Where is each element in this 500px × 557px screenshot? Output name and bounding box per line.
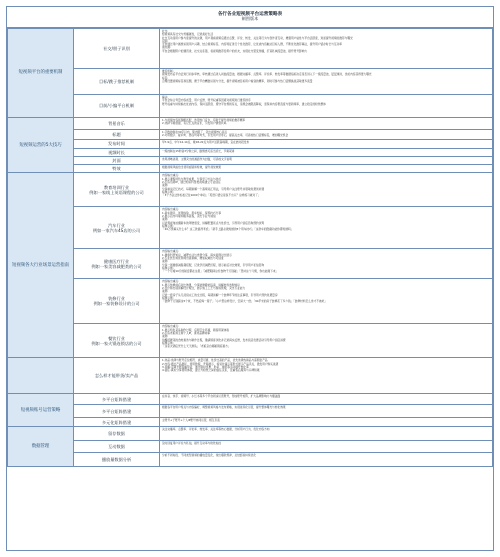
subcategory-cell: 播放量数据分析 [74,453,160,467]
subcategory-cell: 多平台矩阵搭建 [74,394,160,405]
table-row [8,140,493,149]
subcategory-cell: 封面 [74,157,160,165]
document-header [7,7,493,28]
table-row [8,358,493,394]
page-title: 各行各业短视频平台运营策略表 [217,12,283,18]
table-row [8,130,493,140]
subcategory-cell: 多平台矩阵搭建 [74,405,160,418]
subcategory-cell: 社交/朋子识别 [74,29,160,69]
subcategory-cell: 怎么样才能带货/卖产品 [74,358,160,394]
table-row [8,453,493,467]
table-row [8,405,493,418]
content-cell: 关注完播率、点赞率、评论率、转发率、关注率等核心数据，分析用户行为，优化内容方向 [160,427,493,441]
content-cell: 内容输出重点: 1.展示课程特色与教学成果，分享学习方法与技巧 2.打造名师IP，通过知识科普类视频建立专业信任 案例: 分享单词记忆技巧，每期讲解一个高频词汇用法，引导用户关注账号并领取免费试听课 标题示例: 「3个方法让你轻松记住1000个单词」「英语口语总是说不出口？这样练习就对了」 [160,173,493,207]
strategy-document [6,6,494,551]
subcategory-cell: 健康医疗行业 例如一家美容减肥类的公司 [74,249,160,279]
content-cell: 早7-9点、中午12-14点、晚18-22点为用户活跃高峰期，宜在此时段发布 [160,140,493,149]
table-row [8,157,493,165]
content-cell: 社交: 短视频具有社交与传播属性，记录美好生活 社交互动是用户参与度提升的关键，用户观看视频后通过点赞、评论、转发、关注等行为与创作者互动，增强用户粘性与平台活跃度，进而提升视频的推荐与曝光 识别: 平台通过用户画像识别用户兴趣，结合视频标签、内容特征进行个性化推荐，让优质内容触达目标人群，不断优化推荐算法，提升用户留存时长与互动率 朋友圈: 平台会根据用户的通讯录、社交关系链，将视频推荐给用户的好友，实现社交裂变传播，打造私域流量池，提升账号影响力 [160,29,493,69]
content-cell: 1.选品:选择与账号定位相符、质量可靠、性价比高的产品，优先选择热销品与高佣金产品 2.内容:通过产品测评、使用教程、开箱展示、场景化演示等形式展示产品卖点，激发用户购买欲望 3.直播:定期开展直播带货，通过限时优惠、秒杀、抽奖等活动提升转化率 4.信任:真实分享使用体验，建立与粉丝之间的信任关系，注重售后服务与口碑积累 [160,358,493,394]
content-cell: 内容输出重点: 1.新车测评、试驾体验、用车知识、保养技巧分享 2.展示店内环境和服务流程，突出专业与诚信 案例: 以试驾视角拍摄新车的驾驶感受，讲解配置亮点与性价比，引导用户到店咨询预约试驾 标题示例: 「20万预算买什么车？这三款值得考虑」「新手上路必须知道的5个用车技巧」「这款车的隐藏功能你都知道吗」 [160,207,493,249]
table-row [8,418,493,427]
category-cell: 短视频各大行业场景运营指南 [8,173,74,358]
table-row [8,249,493,279]
table-row [8,427,493,441]
subcategory-cell: 汽车行业 例如一家汽车4S店的公司 [74,207,160,249]
subcategory-cell: 目标/跳子推荐机制 [74,69,160,95]
category-cell: 短视频账号运营策略 [8,394,74,427]
table-row [8,165,493,173]
content-cell: 算法: 平台会综合考量内容质量、用户反馈、账号权重等因素对视频进行推荐排序 账号权重与持续输出优质内容、保持活跃度、遵守平台规则有关，违规会被限流降权，需保持内容垂直度与更新频率，建立稳定的粉丝群体 [160,95,493,118]
content-cell: 内容输出重点: 1.展示装修前后对比效果，分享装修避坑指南，讲解材料选购知识 2.设计师出镜讲解设计理念，展示施工工艺与现场管理，突出专业能力 案例: 记录一套房子从毛坯到完工的全过程，每期讲解一个装修环节的注意事项，引导用户预约免费量房 标题示例: 「装修千万别踩这5个坑，不然后悔一辈子」「小户型这样设计，空间大一倍」「90平米的房子装修花了多少钱」「装修材料怎么选才不被坑」 [160,279,493,324]
content-cell: 1.与视频内容氛围相匹配，选用热门音乐，有助于提升视频的推荐概率 2.选择节奏感强、有记忆点的音乐，引发用户情感共鸣 [160,118,493,130]
strategy-table [7,28,493,467]
table-row [8,69,493,95]
table-row [8,29,493,69]
content-cell: 分析不同时段、不同类型视频的播放量变化，找出爆款规律，总结经验持续优化 [160,453,493,467]
table-row [8,279,493,324]
table-row [8,324,493,358]
content-cell: 选用清晰美观、主题突出的画面作为封面，可添加文字说明 [160,157,493,165]
subcategory-cell: 视频时长 [74,149,160,157]
page-subtitle: 制图版本 [241,16,259,22]
subcategory-cell: 装修行业 例如一家装修设计的公司 [74,279,160,324]
table-row [8,173,493,207]
content-cell: 根据各平台用户特点与内容偏好，调整视频风格与发布策略，实现差异化运营，提升整体曝光与转化效果 [160,405,493,418]
category-cell: 短视频运营的5大技巧 [8,118,74,173]
content-cell: 及时回复用户评论与私信，提升互动率与粉丝粘性 [160,441,493,453]
subcategory-cell: 目前/小编平台机制 [74,95,160,118]
subcategory-cell: 互动数据 [74,441,160,453]
table-row [8,118,493,130]
content-cell: 一般控制在15秒到3分钟之间，剧情类可适当延长，节奏紧凑 [160,149,493,157]
table-row [8,95,493,118]
subcategory-cell: 发布时间 [74,140,160,149]
content-cell: 内容输出重点: 1.展示特色菜品制作过程，后厨卫生环境，顾客用餐体验 2.打造老板或主厨个人IP，讲述品牌故事 案例: 拍摄招牌菜的食材挑选与制作过程，邀请顾客试吃并记录真实反馈，发布到店优惠活动引导用户到店消费 标题示例: 「这家火锅店凭什么天天排队」「老板亲自揭秘锅底秘方」 [160,324,493,358]
subcategory-cell: 背景音乐 [74,118,160,130]
content-cell: 1.字数控制在30字以内，简洁明了，突出视频核心亮点 2.巧用数字、疑问句、感叹句等句式，引发用户好奇心，提高点击率，可添加热门话题标签，增加曝光机会 [160,130,493,140]
subcategory-cell: 餐饮行业 例如一家火锅连锁店的公司 [74,324,160,358]
subcategory-cell: 特效 [74,165,160,173]
subcategory-cell: 教育培训行业 例如一家线上英语课程的公司 [74,173,160,207]
subcategory-cell: 多元化矩阵搭建 [74,418,160,427]
category-cell: 数据管理 [8,427,74,467]
category-cell: 短视频平台的重要机制 [8,29,74,118]
table-row [8,441,493,453]
content-cell: 主账号+子账号+个人IP账号协同运营，相互引流 [160,418,493,427]
category-cell [8,358,74,394]
subcategory-cell: 留存数据 [74,427,160,441]
table-row [8,149,493,157]
content-cell: 推荐机制: 视频发布后平台会进行初步审核，审核通过后进入初始流量池，根据完播率、点赞率、评论率、转发率等数据指标决定是否进入下一级流量池，层层递进，优质内容获得更大曝光 标签: 合理设置视频标签和话题，便于平台精准识别与分发，提升视频被目标用户看到的概率，同时可参与热门话题挑战获取更多流量 [160,69,493,95]
table-row [8,207,493,249]
table-row [8,394,493,405]
content-cell: 根据视频风格恰当使用滤镜和特效，提升视觉效果 [160,165,493,173]
content-cell: 内容输出重点: 1.健康科普知识，减肥方法与食谱分享，真实案例对比展示 2.专业医生或营养师出镜讲解，增加权威性与可信度 案例: 分享一周健康减脂餐搭配，记录学员减肥历程，展示前后对比效果，引导用户私信咨询 标题示例: 「一个月瘦10斤的秘密都在这里」「减肥期间这些食物千万别碰」「坚持这个习惯，你也能瘦下来」 [160,249,493,279]
content-cell: 在抖音、快手、视频号、小红书等多个平台同步运营账号，形成账号矩阵，扩大品牌影响力与覆盖面 [160,394,493,405]
subcategory-cell: 标题 [74,130,160,140]
